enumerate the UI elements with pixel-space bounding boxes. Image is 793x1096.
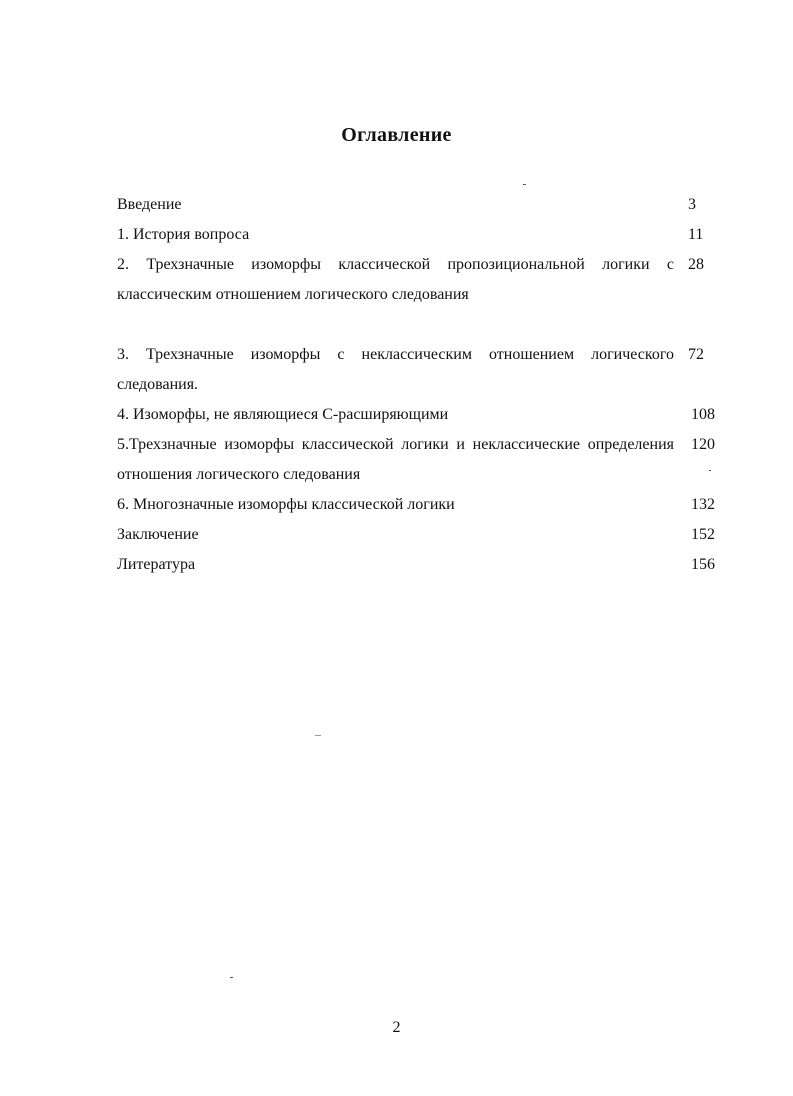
- toc-entry-title: 3. Трехзначные изоморфы с неклассическим отношением логического следования.: [117, 346, 674, 393]
- toc-entry-page: 28: [688, 256, 704, 273]
- toc-spacer: [117, 310, 717, 340]
- toc-entry-page: 132: [691, 496, 715, 513]
- toc-entry-page: 156: [691, 556, 715, 573]
- toc-entry-chapter-6: [117, 490, 717, 520]
- scan-speck: [523, 184, 526, 185]
- toc-entry-page: 3: [688, 196, 696, 213]
- table-of-contents: [117, 190, 717, 580]
- page-title: Оглавление: [341, 124, 452, 146]
- toc-entry-page: 120: [691, 436, 715, 453]
- toc-entry-page: 72: [688, 346, 704, 363]
- toc-entry-page: 11: [688, 226, 704, 243]
- toc-entry-title: 2. Трехзначные изоморфы классической пропозициональной логики с классическим отношением логического следования: [117, 256, 674, 303]
- toc-entry-conclusion: [117, 520, 717, 550]
- toc-entry-title: 1. История вопроса: [117, 226, 250, 243]
- scan-speck: [709, 470, 711, 471]
- toc-entry-chapter-4: [117, 400, 717, 430]
- toc-entry-title: 5.Трехзначные изоморфы классической логики и неклассические определения отношения логического следования: [117, 436, 674, 483]
- toc-entry-title: 6. Многозначные изоморфы классической логики: [117, 496, 455, 513]
- scan-speck: [230, 977, 233, 978]
- toc-entry-chapter-5: [117, 430, 717, 490]
- toc-entry-chapter-3: [117, 340, 717, 400]
- toc-entry-title: Введение: [117, 196, 182, 213]
- toc-entry-page: 152: [691, 526, 715, 543]
- scan-speck: [315, 735, 321, 736]
- toc-entry-chapter-1: [117, 220, 717, 250]
- page-number: 2: [392, 1019, 401, 1036]
- toc-entry-page: 108: [691, 406, 715, 423]
- toc-entry-bibliography: [117, 550, 717, 580]
- toc-entry-chapter-2: [117, 250, 717, 310]
- toc-entry-title: Заключение: [117, 526, 199, 543]
- toc-entry-title: Литература: [117, 556, 196, 573]
- toc-entry-title: 4. Изоморфы, не являющиеся С-расширяющими: [117, 406, 449, 423]
- toc-entry-introduction: [117, 190, 717, 220]
